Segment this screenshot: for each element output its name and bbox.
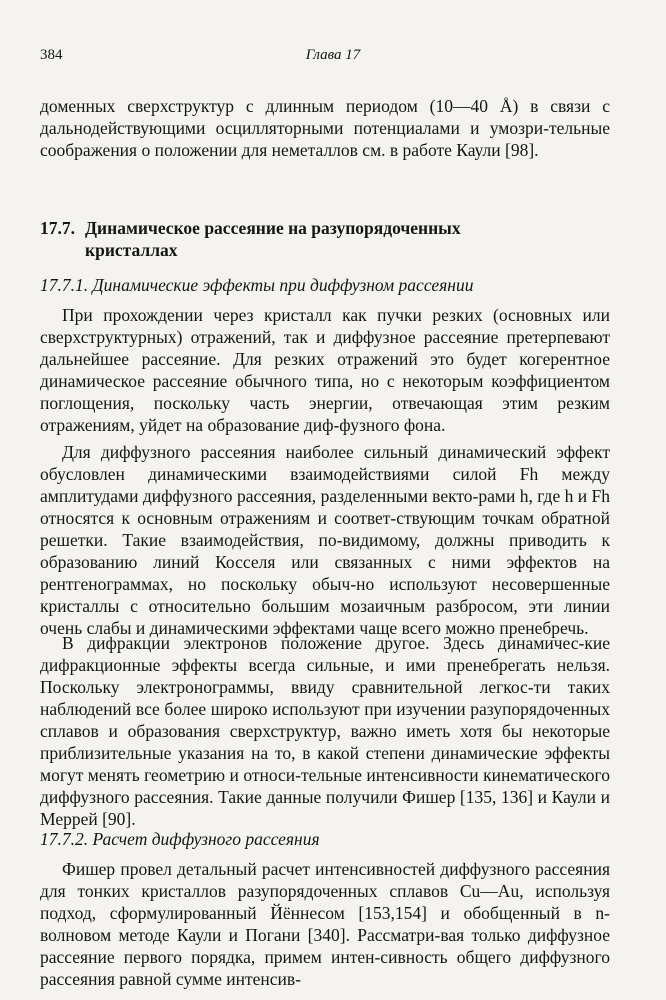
subsection-heading-2: 17.7.2. Расчет диффузного рассеяния — [40, 829, 320, 849]
section-number: 17.7. — [40, 218, 75, 238]
running-head: Глава 17 — [305, 47, 361, 63]
section-heading — [40, 217, 600, 261]
section-title-line-2: кристаллах — [85, 240, 178, 260]
paragraph-2: Для диффузного рассеяния наиболее сильный динамический эффект обусловлен динамическими взаимодействиями силой Fh между амплитудами диффузного рассеяния, разделенными векто-рами h, где h и Fh относятся к основным отражениям и соответ-ствующим точкам обратной решетки. Такие взаимодействия, по-видимому, должны приводить к образованию линий Косселя или связанных с ними эффектов на рентгенограммах, но поскольку обыч-но используют несовершенные кристаллы с относительно большим мозаичным разбросом, эти линии очень слабы и динамическими эффектами чаще всего можно пренебречь. — [40, 442, 610, 638]
subsection-heading-1: 17.7.1. Динамические эффекты при диффузном рассеянии — [40, 275, 474, 295]
section-title-line-1: Динамическое рассеяние на разупорядоченных — [85, 218, 461, 238]
paragraph-3: В дифракции электронов положение другое. Здесь динамичес-кие дифракционные эффекты всегда сильные, и ими пренебрегать нельзя. Поскольку электронограммы, ввиду сравнительной легкос-ти таких наблюдений все более широко используют при изучении разупорядоченных сплавов и образования сверхструктур, важно иметь хотя бы некоторые приблизительные указания на то, в какой степени динамические эффекты могут менять геометрию и относи-тельные интенсивности кинематического диффузного рассеяния. Такие данные получили Фишер [135, 136] и Каули и Меррей [90]. — [40, 633, 610, 829]
page-number: 384 — [40, 47, 63, 63]
continued-paragraph: доменных сверхструктур с длинным периодом (10—40 Å) в связи с дальнодействующими осцилляторными потенциалами и умозри-тельные соображения о положении для неметаллов см. в работе Каули [98]. — [40, 96, 610, 160]
paragraph-1: При прохождении через кристалл как пучки резких (основных или сверхструктурных) отражений, так и диффузное рассеяние претерпевают дальнейшее рассеяние. Для резких отражений это будет когерентное динамическое рассеяние обычного типа, но с некоторым коэффициентом поглощения, поскольку часть энергии, отвечающая этим резким отражениям, уйдет на образование диф-фузного фона. — [40, 305, 610, 435]
paragraph-4: Фишер провел детальный расчет интенсивностей диффузного рассеяния для тонких кристаллов разупорядоченных сплавов Cu—Au, используя подход, сформулированный Йённесом [153,154] и обобщенный в n-волновом методе Каули и Погани [340]. Рассматри-вая только диффузное рассеяние первого порядка, примем интен-сивность общего диффузного рассеяния равной сумме интенсив- — [40, 859, 610, 989]
